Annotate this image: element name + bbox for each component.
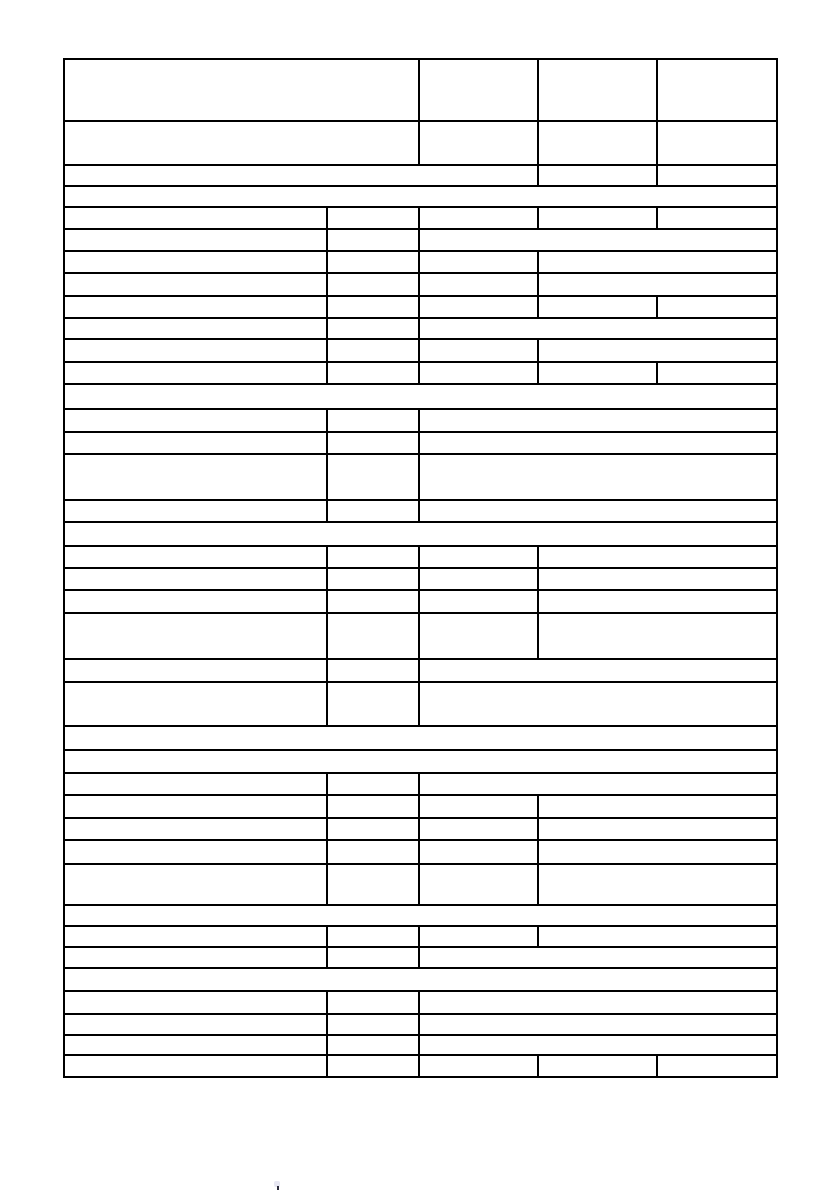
table-row: [64, 409, 777, 432]
table-cell: [64, 864, 327, 905]
ink-smudge: [274, 1181, 280, 1187]
table-cell: [64, 207, 327, 229]
table-cell: [64, 454, 327, 500]
table-cell: [327, 454, 419, 500]
table-cell: [419, 273, 538, 296]
table-cell: [64, 926, 327, 947]
table-cell: [419, 121, 538, 165]
table-row: [64, 750, 777, 773]
table-cell: [419, 207, 538, 229]
table-cell: [538, 273, 777, 296]
table-cell: [657, 1055, 777, 1077]
table-cell: [327, 864, 419, 905]
table-cell: [64, 273, 327, 296]
table-cell: [538, 864, 777, 905]
table-row: [64, 432, 777, 454]
table-row: [64, 905, 777, 926]
table-row: [64, 362, 777, 384]
blank-form-table: [63, 58, 778, 1078]
table-row: [64, 229, 777, 251]
table-row: [64, 296, 777, 318]
table-cell: [327, 590, 419, 613]
table-cell: [64, 432, 327, 454]
table-cell: [419, 1055, 538, 1077]
table-cell: [64, 186, 777, 207]
stray-ink-mark: [274, 1181, 280, 1190]
table-row: [64, 818, 777, 840]
table-cell: [538, 590, 777, 613]
table-cell: [64, 165, 538, 186]
table-cell: [327, 409, 419, 432]
ink-dot: [277, 1186, 279, 1190]
table-row: [64, 726, 777, 750]
table-row: [64, 165, 777, 186]
table-cell: [327, 682, 419, 726]
table-cell: [64, 409, 327, 432]
table-cell: [327, 659, 419, 682]
table-cell: [538, 339, 777, 362]
table-row: [64, 59, 777, 121]
table-row: [64, 795, 777, 818]
table-cell: [419, 947, 777, 968]
table-cell: [64, 296, 327, 318]
table-row: [64, 251, 777, 273]
table-cell: [327, 339, 419, 362]
table-cell: [419, 773, 777, 795]
table-cell: [538, 296, 657, 318]
table-cell: [538, 165, 657, 186]
table-cell: [657, 165, 777, 186]
table-row: [64, 864, 777, 905]
table-row: [64, 500, 777, 522]
table-cell: [64, 968, 777, 991]
table-cell: [64, 773, 327, 795]
table-cell: [538, 840, 777, 864]
table-row: [64, 454, 777, 500]
table-cell: [538, 59, 657, 121]
table-cell: [419, 432, 777, 454]
table-cell: [64, 362, 327, 384]
table-cell: [419, 1014, 777, 1035]
table-cell: [64, 251, 327, 273]
table-cell: [64, 229, 327, 251]
table-cell: [327, 991, 419, 1014]
table-cell: [538, 818, 777, 840]
table-cell: [419, 296, 538, 318]
table-cell: [327, 432, 419, 454]
table-row: [64, 1035, 777, 1055]
table-cell: [64, 59, 419, 121]
table-cell: [538, 1055, 657, 1077]
table-cell: [419, 500, 777, 522]
table-cell: [419, 613, 538, 659]
table-cell: [64, 384, 777, 409]
table-cell: [64, 546, 327, 568]
table-cell: [419, 568, 538, 590]
table-cell: [538, 795, 777, 818]
table-cell: [538, 251, 777, 273]
table-cell: [327, 1055, 419, 1077]
table-row: [64, 991, 777, 1014]
table-cell: [327, 840, 419, 864]
table-cell: [327, 773, 419, 795]
table-cell: [327, 362, 419, 384]
table-cell: [538, 546, 777, 568]
table-cell: [327, 818, 419, 840]
table-cell: [538, 568, 777, 590]
table-cell: [64, 339, 327, 362]
table-row: [64, 968, 777, 991]
table-cell: [538, 207, 657, 229]
table-cell: [64, 905, 777, 926]
table-cell: [64, 590, 327, 613]
table-cell: [327, 1035, 419, 1055]
table-row: [64, 773, 777, 795]
table-cell: [657, 362, 777, 384]
table-cell: [419, 59, 538, 121]
table-cell: [64, 500, 327, 522]
table-cell: [419, 926, 538, 947]
table-cell: [538, 613, 777, 659]
table-cell: [327, 795, 419, 818]
table-cell: [419, 409, 777, 432]
table-cell: [64, 947, 327, 968]
table-cell: [419, 991, 777, 1014]
table-cell: [64, 1014, 327, 1035]
table-cell: [64, 659, 327, 682]
table-cell: [64, 726, 777, 750]
table-cell: [657, 296, 777, 318]
table-cell: [327, 229, 419, 251]
table-cell: [64, 750, 777, 773]
table-row: [64, 273, 777, 296]
table-row: [64, 613, 777, 659]
table-cell: [419, 682, 777, 726]
table-row: [64, 659, 777, 682]
table-cell: [64, 682, 327, 726]
table-cell: [64, 991, 327, 1014]
table-cell: [64, 795, 327, 818]
table-cell: [419, 1035, 777, 1055]
table-cell: [327, 296, 419, 318]
table-row: [64, 840, 777, 864]
table-cell: [419, 795, 538, 818]
table-cell: [64, 1055, 327, 1077]
table-cell: [327, 500, 419, 522]
table-cell: [419, 229, 777, 251]
table-cell: [419, 318, 777, 339]
table-cell: [538, 926, 777, 947]
table-row: [64, 590, 777, 613]
table-cell: [64, 840, 327, 864]
table-cell: [64, 318, 327, 339]
table-cell: [327, 613, 419, 659]
table-cell: [419, 659, 777, 682]
table-cell: [64, 1035, 327, 1055]
table-cell: [419, 251, 538, 273]
table-cell: [64, 568, 327, 590]
table-cell: [327, 318, 419, 339]
table-row: [64, 207, 777, 229]
table-row: [64, 384, 777, 409]
table-row: [64, 926, 777, 947]
table-cell: [419, 454, 777, 500]
table-cell: [327, 207, 419, 229]
table-cell: [327, 546, 419, 568]
table-cell: [657, 207, 777, 229]
table-cell: [327, 251, 419, 273]
table-row: [64, 121, 777, 165]
table-row: [64, 318, 777, 339]
table-row: [64, 682, 777, 726]
table-row: [64, 1014, 777, 1035]
table-cell: [64, 818, 327, 840]
table-row: [64, 186, 777, 207]
table-cell: [327, 947, 419, 968]
table-cell: [419, 362, 538, 384]
table-cell: [657, 121, 777, 165]
table-row: [64, 568, 777, 590]
table-row: [64, 339, 777, 362]
table-cell: [419, 840, 538, 864]
table-cell: [419, 339, 538, 362]
table-row: [64, 522, 777, 546]
table-cell: [419, 590, 538, 613]
table-row: [64, 1055, 777, 1077]
table-row: [64, 947, 777, 968]
table-cell: [327, 1014, 419, 1035]
table-cell: [419, 818, 538, 840]
table-cell: [538, 121, 657, 165]
table-cell: [64, 121, 419, 165]
table-cell: [327, 273, 419, 296]
table-cell: [657, 59, 777, 121]
table-row: [64, 546, 777, 568]
table-cell: [327, 926, 419, 947]
table-cell: [64, 613, 327, 659]
table-cell: [419, 864, 538, 905]
table-cell: [419, 546, 538, 568]
table-cell: [538, 362, 657, 384]
table-cell: [327, 568, 419, 590]
table-cell: [64, 522, 777, 546]
